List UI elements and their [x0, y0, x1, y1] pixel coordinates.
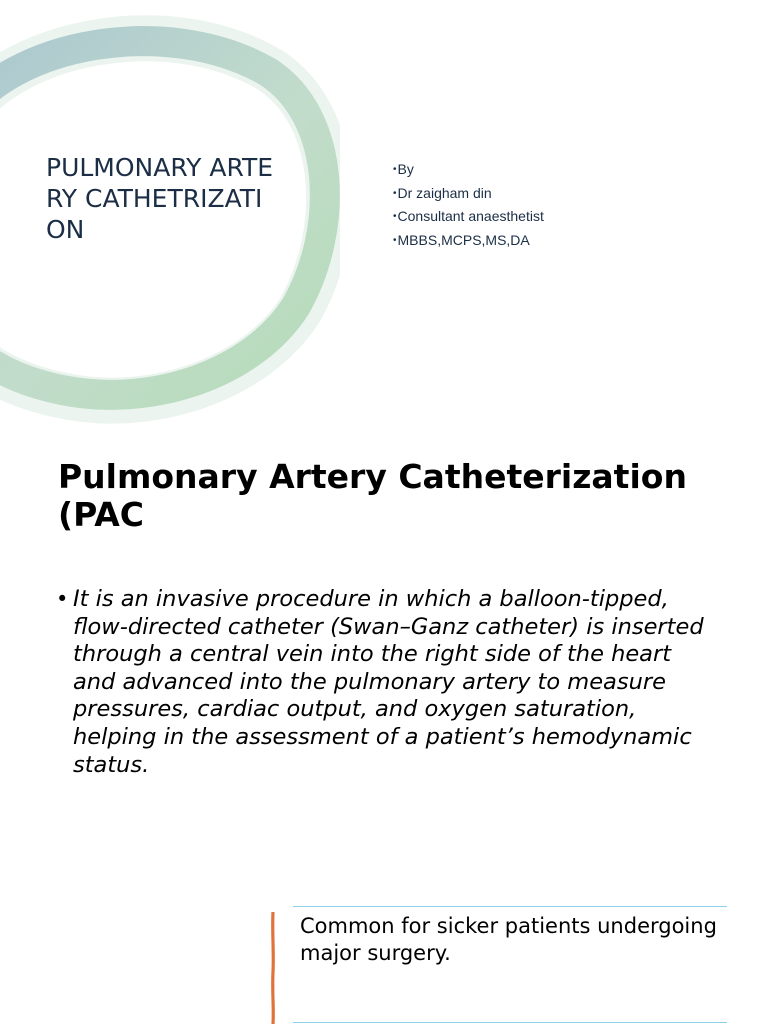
- callout-slide: [0, 880, 768, 1024]
- bullet-text: It is an invasive procedure in which a balloon-tipped, flow-directed catheter (Swan–Ganz catheter) is inserted through a central vein into the right side of the heart and advanced into the pulmonary artery to measure pressures, cardiac output, and oxygen saturation, helping in the assessment of a patient’s hemodynamic status.: [73, 586, 704, 778]
- definition-slide: [0, 430, 768, 880]
- author-item: • Consultant anaesthetist: [393, 205, 544, 229]
- divider: [293, 1022, 727, 1023]
- author-list: [393, 158, 544, 252]
- accent-bar: [271, 912, 275, 1024]
- author-item: • By: [393, 158, 544, 182]
- title-slide: [0, 0, 768, 430]
- author-item: • MBBS,MCPS,MS,DA: [393, 229, 544, 253]
- presentation-title: PULMONARY ARTERY CATHETRIZATION: [46, 153, 274, 244]
- slide-title: Pulmonary Artery Catheterization (PAC: [58, 457, 687, 534]
- callout-text: Common for sicker patients undergoing major surgery.: [300, 914, 717, 965]
- bullet-icon: •: [56, 587, 69, 611]
- bullet-item: [56, 586, 716, 779]
- divider: [293, 906, 727, 907]
- author-item: • Dr zaigham din: [393, 182, 544, 206]
